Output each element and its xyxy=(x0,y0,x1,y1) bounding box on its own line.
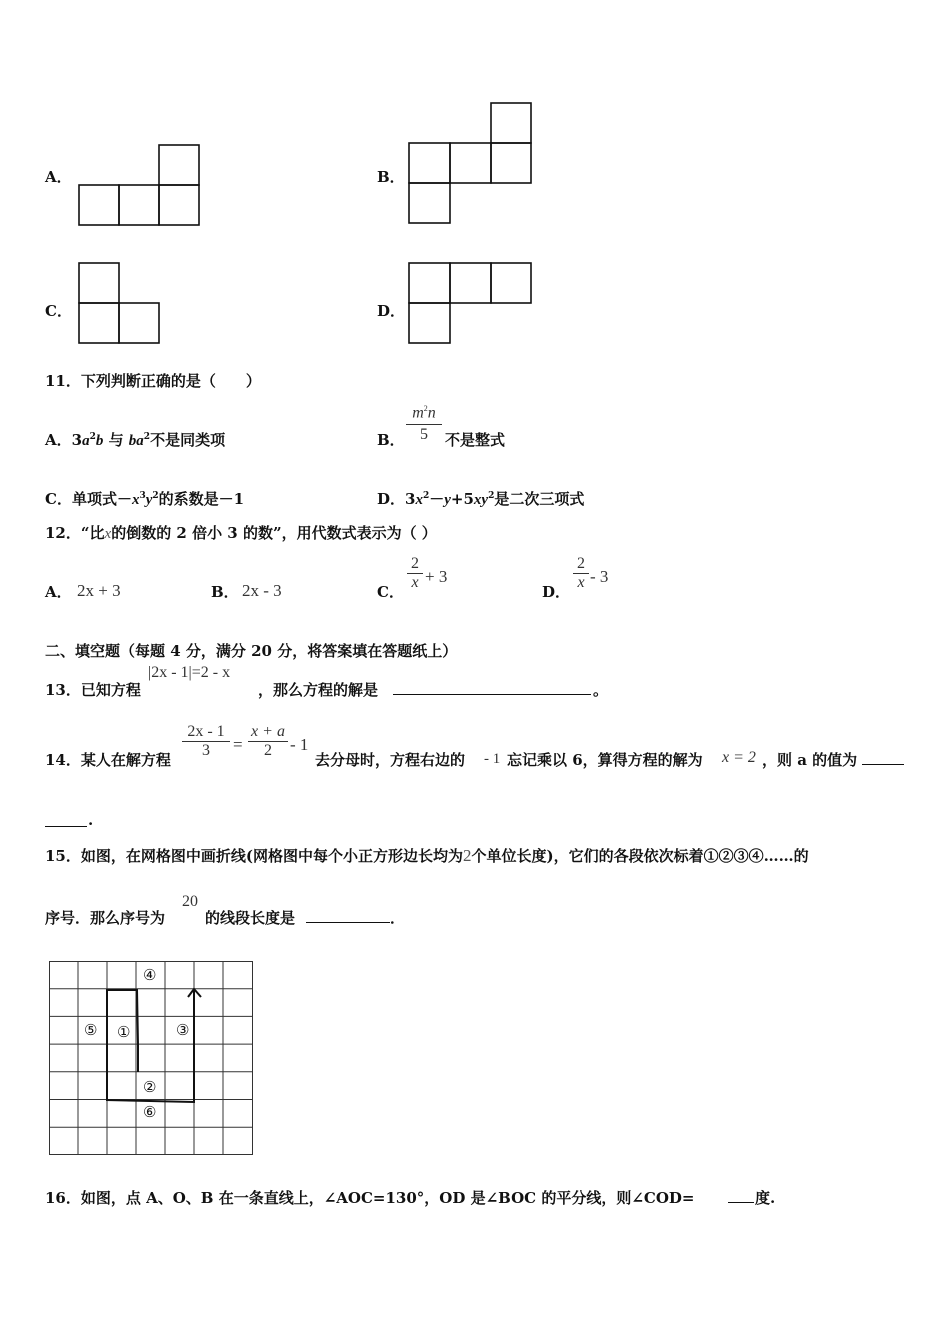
q11-b-num-n: n xyxy=(427,404,436,422)
section-2-title: 二、填空题（每题 4 分，满分 20 分，将答案填在答题纸上） xyxy=(45,642,458,660)
q11-c-var-x: x xyxy=(131,492,140,508)
q12-d-den: x xyxy=(573,573,589,592)
q11-c-label: C． xyxy=(45,490,72,508)
q11-b-tail: 不是整式 xyxy=(445,431,506,449)
q11-b-num-exp: 2 xyxy=(423,404,428,413)
q11-d-x-exp: 2 xyxy=(422,491,430,501)
q11-a-label: A． xyxy=(45,431,72,449)
q15-marker-3: ③ xyxy=(176,1021,190,1039)
q12-a-label: A． xyxy=(45,583,72,601)
q12-b-expr: 2x - 3 xyxy=(242,581,282,600)
q11-option-a xyxy=(45,429,225,450)
q11-c-var-y: y xyxy=(145,492,153,508)
q12-d-label: D． xyxy=(542,583,571,601)
q12-c-fraction xyxy=(407,555,423,592)
q11-d-var-x: x xyxy=(415,492,423,508)
q12-c-tail: + 3 xyxy=(425,567,448,586)
q12-stem-pre: 12．“比 xyxy=(45,524,105,542)
q15-grid-figure xyxy=(49,961,254,1157)
q13-answer-blank[interactable] xyxy=(393,680,591,695)
q14-left-num: 2x - 1 xyxy=(187,723,225,740)
q11-c-x-exp: 3 xyxy=(139,491,146,501)
question-11-stem: 11．下列判断正确的是（ ） xyxy=(45,372,261,390)
q14-right-num: x + a xyxy=(251,723,285,740)
q15-marker-5: ⑤ xyxy=(84,1021,98,1039)
q16-end: 度. xyxy=(755,1189,776,1207)
q14-right-den: 2 xyxy=(248,741,288,760)
q11-a-var-ba: ba xyxy=(128,433,144,449)
q15-marker-1: ① xyxy=(117,1023,131,1041)
q14-neg-one: - 1 xyxy=(484,751,501,767)
q11-a-exp2: 2 xyxy=(143,432,151,442)
q15-marker-4: ④ xyxy=(143,966,157,984)
q16-answer-blank[interactable] xyxy=(728,1188,754,1203)
q15-line1-post: 个单位长度)，它们的各段依次标着①②③④……的 xyxy=(471,847,809,865)
option-c-label: C． xyxy=(45,302,72,320)
q11-d-var-xy: xy xyxy=(473,492,489,508)
q13-pre: 13．已知方程 xyxy=(45,681,141,699)
q16-text: 16．如图，点 A、O、B 在一条直线上，∠AOC=130°，OD 是∠BOC 的平分线，则∠COD= xyxy=(45,1189,695,1207)
q14-solution: x = 2 xyxy=(722,749,756,766)
q14-left-den: 3 xyxy=(182,741,230,760)
q12-c-num: 2 xyxy=(411,555,419,572)
q14-right-fraction xyxy=(248,723,288,760)
q11-d-plus5: +5 xyxy=(450,490,474,508)
q11-a-var-a: a xyxy=(82,433,90,449)
q15-end: ． xyxy=(390,909,406,927)
q15-line1 xyxy=(45,845,809,866)
q13-post: ，那么方程的解是 xyxy=(258,681,379,699)
q12-c-den: x xyxy=(407,573,423,592)
q13-end: 。 xyxy=(593,681,609,699)
option-c-net-figure xyxy=(79,263,162,345)
q11-c-text: 单项式－ xyxy=(71,490,132,508)
q11-b-num-m: m xyxy=(412,404,424,422)
q15-marker-2: ② xyxy=(143,1078,157,1096)
q12-d-fraction xyxy=(573,555,589,592)
option-b-net-figure xyxy=(409,103,533,226)
q14-mid3: ，则 a 的值为 xyxy=(762,751,858,769)
q15-line2-post: 的线段长度是 xyxy=(205,909,296,927)
q15-answer-blank[interactable] xyxy=(306,908,390,923)
option-a-net-figure xyxy=(79,145,202,226)
q12-a-expr: 2x + 3 xyxy=(77,581,121,600)
q13-equation: |2x - 1|=2 - x xyxy=(148,664,231,681)
q11-d-xy-exp: 2 xyxy=(488,491,495,501)
option-a-label: A． xyxy=(45,168,72,186)
q15-unit: 2 xyxy=(462,846,472,865)
q12-stem-post: 的倒数的 2 倍小 3 的数”，用代数式表示为（ ） xyxy=(111,524,437,542)
question-12-stem xyxy=(45,522,437,543)
q11-d-coef: 3 xyxy=(405,490,416,508)
q11-b-fraction xyxy=(406,404,442,444)
q14-mid1: 去分母时，方程右边的 xyxy=(315,751,466,769)
q11-d-minus: － xyxy=(429,490,445,508)
q11-a-tail: 不是同类项 xyxy=(150,431,226,449)
q15-marker-6: ⑥ xyxy=(143,1103,157,1121)
q15-line2-pre: 序号．那么序号为 xyxy=(45,909,166,927)
q11-a-mid: 与 xyxy=(103,431,129,449)
q15-line1-pre: 15．如图，在网格图中画折线(网格图中每个小正方形边长均为 xyxy=(45,847,463,865)
q14-equals: = xyxy=(233,735,243,754)
q11-option-c xyxy=(45,488,244,509)
q11-b-den: 5 xyxy=(406,424,442,444)
option-d-label: D． xyxy=(377,302,406,320)
q11-c-tail: 的系数是－1 xyxy=(158,490,245,508)
q12-c-label: C． xyxy=(377,583,404,601)
q11-a-exp: 2 xyxy=(89,432,96,442)
q11-d-tail: 是二次三项式 xyxy=(494,490,585,508)
q14-pre: 14．某人在解方程 xyxy=(45,751,171,769)
option-b-label: B． xyxy=(377,168,405,186)
q14-answer-blank-part1[interactable] xyxy=(862,750,904,765)
q14-minus-one: - 1 xyxy=(290,735,309,754)
q12-b-label: B． xyxy=(211,583,239,601)
q11-a-coef: 3 xyxy=(71,431,83,449)
q12-d-tail: - 3 xyxy=(590,567,609,586)
q11-c-y-exp: 2 xyxy=(152,491,159,501)
q12-d-num: 2 xyxy=(577,555,585,572)
q11-option-d xyxy=(377,488,584,509)
option-d-net-figure xyxy=(409,263,534,345)
q12-stem-x: x xyxy=(104,526,112,542)
q14-end: . xyxy=(88,811,94,829)
q11-d-label: D． xyxy=(377,490,406,508)
q14-left-fraction xyxy=(182,723,230,760)
q11-a-var-b: b xyxy=(95,433,104,449)
q14-mid2: 忘记乘以 6，算得方程的解为 xyxy=(507,751,703,769)
q15-segment-number: 20 xyxy=(182,893,198,910)
q11-d-var-y: y xyxy=(444,492,451,508)
q14-answer-blank-part2[interactable] xyxy=(45,812,87,827)
q11-b-label: B． xyxy=(377,431,405,449)
